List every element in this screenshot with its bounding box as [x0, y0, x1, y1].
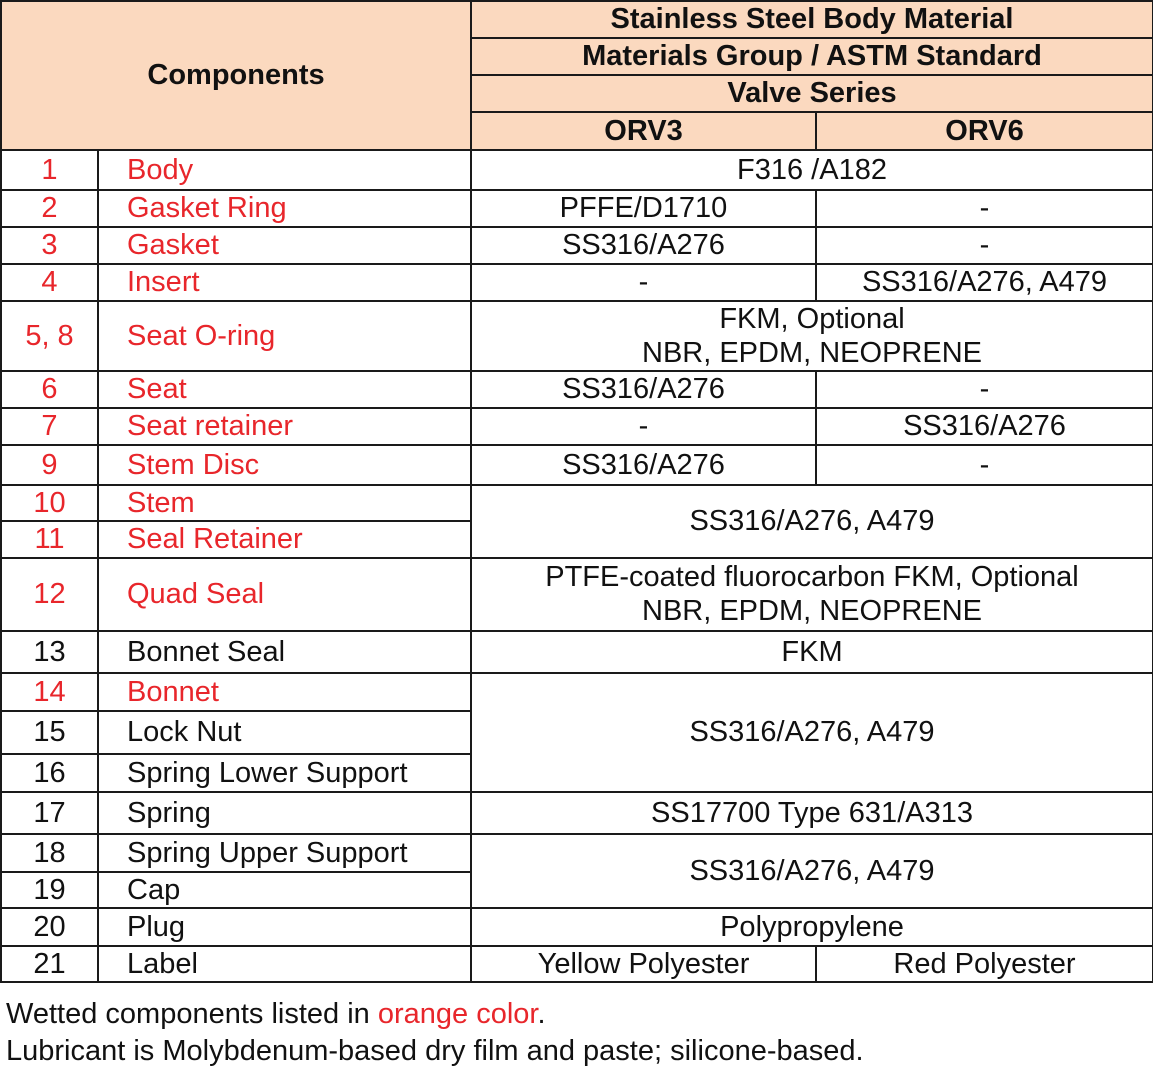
material-orv6: -: [816, 227, 1153, 264]
component-name: Plug: [98, 908, 471, 946]
components-header: Components: [1, 1, 471, 150]
component-name: Seat: [98, 371, 471, 408]
wetted-note-suffix: .: [537, 998, 546, 1030]
table-row: [1, 445, 1153, 485]
material-orv6: Red Polyester: [816, 946, 1153, 982]
component-name: Body: [98, 150, 471, 190]
material-orv3: SS316/A276: [471, 445, 816, 485]
material-value: F316 /A182: [471, 150, 1153, 190]
body-material-header: Stainless Steel Body Material: [471, 1, 1153, 38]
component-name: Quad Seal: [98, 558, 471, 631]
row-number: 20: [1, 908, 98, 946]
row-number: 14: [1, 673, 98, 711]
material-value: [471, 558, 1153, 631]
component-name: Seal Retainer: [98, 521, 471, 558]
material-orv6: SS316/A276: [816, 408, 1153, 445]
component-name: Label: [98, 946, 471, 982]
table-row: [1, 673, 1153, 711]
series-orv3-header: ORV3: [471, 112, 816, 150]
table-row: [1, 264, 1153, 301]
row-number: 18: [1, 834, 98, 872]
material-orv3: SS316/A276: [471, 227, 816, 264]
material-orv3: -: [471, 264, 816, 301]
table-row: [1, 631, 1153, 673]
row-number: 6: [1, 371, 98, 408]
table-row: [1, 150, 1153, 190]
table-row: [1, 834, 1153, 872]
series-orv6-header: ORV6: [816, 112, 1153, 150]
row-number: 15: [1, 711, 98, 754]
material-value: FKM: [471, 631, 1153, 673]
lubricant-note: Lubricant is Molybdenum-based dry film and paste; silicone-based.: [6, 1035, 864, 1067]
materials-group-header: Materials Group / ASTM Standard: [471, 38, 1153, 75]
component-name: Cap: [98, 872, 471, 908]
table-row: [1, 301, 1153, 371]
row-number: 12: [1, 558, 98, 631]
material-orv6: -: [816, 445, 1153, 485]
material-value: SS17700 Type 631/A313: [471, 792, 1153, 834]
component-name: Seat O-ring: [98, 301, 471, 371]
component-name: Spring Lower Support: [98, 754, 471, 792]
table-row: [1, 792, 1153, 834]
component-name: Bonnet: [98, 673, 471, 711]
table-row: [1, 485, 1153, 521]
component-name: Spring: [98, 792, 471, 834]
row-number: 17: [1, 792, 98, 834]
table-row: [1, 946, 1153, 982]
row-number: 19: [1, 872, 98, 908]
material-orv6: -: [816, 371, 1153, 408]
material-orv6: -: [816, 190, 1153, 227]
row-number: 10: [1, 485, 98, 521]
table-row: [1, 227, 1153, 264]
row-number: 5, 8: [1, 301, 98, 371]
material-value: SS316/A276, A479: [471, 485, 1153, 558]
table-row: [1, 558, 1153, 631]
row-number: 3: [1, 227, 98, 264]
material-line-2: NBR, EPDM, NEOPRENE: [642, 336, 982, 369]
component-name: Gasket Ring: [98, 190, 471, 227]
component-name: Lock Nut: [98, 711, 471, 754]
table-row: [1, 908, 1153, 946]
material-orv3: PFFE/D1710: [471, 190, 816, 227]
row-number: 1: [1, 150, 98, 190]
row-number: 9: [1, 445, 98, 485]
component-name: Gasket: [98, 227, 471, 264]
row-number: 2: [1, 190, 98, 227]
component-name: Bonnet Seal: [98, 631, 471, 673]
row-number: 7: [1, 408, 98, 445]
row-number: 4: [1, 264, 98, 301]
wetted-note-highlight: orange color: [377, 998, 538, 1030]
material-value: [471, 301, 1153, 371]
material-line-1: FKM, Optional: [719, 302, 905, 335]
table-row: [1, 371, 1153, 408]
valve-series-header: Valve Series: [471, 75, 1153, 112]
row-number: 11: [1, 521, 98, 558]
component-name: Spring Upper Support: [98, 834, 471, 872]
table-row: [1, 408, 1153, 445]
material-value: Polypropylene: [471, 908, 1153, 946]
material-line-2: NBR, EPDM, NEOPRENE: [642, 595, 982, 627]
component-name: Stem: [98, 485, 471, 521]
material-orv3: SS316/A276: [471, 371, 816, 408]
component-name: Stem Disc: [98, 445, 471, 485]
table-row: [1, 190, 1153, 227]
component-name: Seat retainer: [98, 408, 471, 445]
material-orv6: SS316/A276, A479: [816, 264, 1153, 301]
material-orv3: -: [471, 408, 816, 445]
material-orv3: Yellow Polyester: [471, 946, 816, 982]
material-value: SS316/A276, A479: [471, 673, 1153, 792]
row-number: 21: [1, 946, 98, 982]
material-line-1: PTFE-coated fluorocarbon FKM, Optional: [545, 561, 1079, 593]
table-notes: [6, 996, 864, 1070]
component-name: Insert: [98, 264, 471, 301]
wetted-note-prefix: Wetted components listed in: [6, 998, 378, 1030]
material-value: SS316/A276, A479: [471, 834, 1153, 908]
row-number: 16: [1, 754, 98, 792]
wetted-note: [6, 996, 864, 1033]
row-number: 13: [1, 631, 98, 673]
